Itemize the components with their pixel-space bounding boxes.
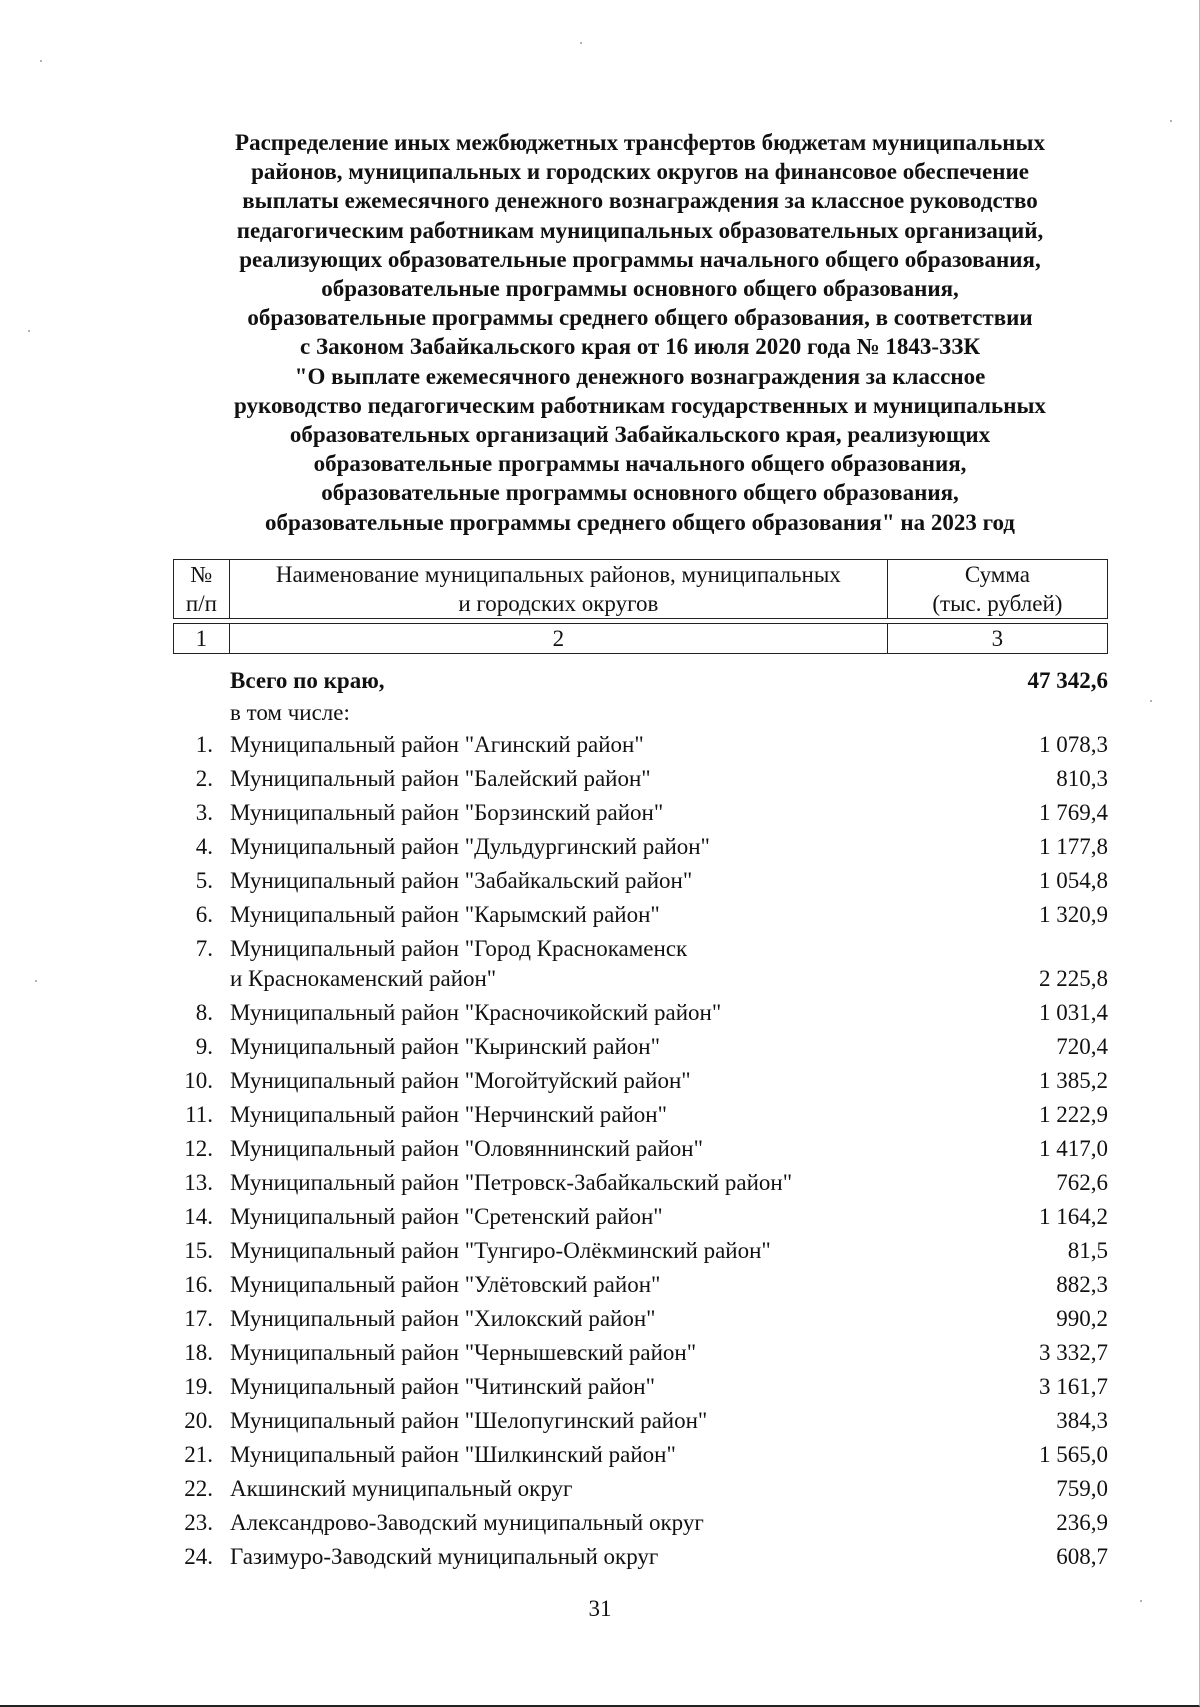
table-row bbox=[173, 1370, 1108, 1404]
scan-speck bbox=[1170, 120, 1172, 122]
row-name: Муниципальный район "Петровск-Забайкальский район" bbox=[230, 1170, 793, 1195]
table-header bbox=[173, 559, 1108, 654]
header-row bbox=[174, 560, 1108, 619]
table-row bbox=[173, 932, 1108, 996]
total-amount: 47 342,6 bbox=[1027, 668, 1108, 693]
row-name: Муниципальный район "Тунгиро-Олёкминский район" bbox=[230, 1238, 771, 1263]
row-name: Муниципальный район "Город Краснокаменск и Краснокаменский район" bbox=[230, 936, 688, 991]
row-name: Муниципальный район "Оловяннинский район" bbox=[230, 1136, 704, 1161]
row-name: Муниципальный район "Кыринский район" bbox=[230, 1034, 660, 1059]
header-col-number: № п/п bbox=[174, 560, 230, 619]
row-name: Муниципальный район "Улётовский район" bbox=[230, 1272, 661, 1297]
row-name: Муниципальный район "Сретенский район" bbox=[230, 1204, 663, 1229]
row-number: 14. bbox=[184, 1204, 213, 1229]
scan-speck bbox=[28, 330, 30, 332]
row-number: 12. bbox=[184, 1136, 213, 1161]
table-row bbox=[173, 830, 1108, 864]
subtotal-caption: в том числе: bbox=[230, 700, 350, 725]
table-row bbox=[173, 996, 1108, 1030]
column-number-row bbox=[174, 624, 1108, 654]
row-amount: 762,6 bbox=[1056, 1170, 1108, 1195]
row-number: 1. bbox=[195, 732, 213, 757]
row-number: 9. bbox=[195, 1034, 213, 1059]
total-label: Всего по краю, bbox=[230, 668, 385, 693]
title-line: образовательные программы начального общего образования, bbox=[313, 451, 967, 477]
title-line: районов, муниципальных и городских округов на финансовое обеспечение bbox=[251, 159, 1029, 185]
table-row bbox=[173, 762, 1108, 796]
title-line: руководство педагогическим работникам государственных и муниципальных bbox=[234, 392, 1046, 418]
row-name: Муниципальный район "Агинский район" bbox=[230, 732, 644, 757]
row-amount: 3 161,7 bbox=[1039, 1374, 1108, 1399]
row-number: 6. bbox=[195, 902, 213, 927]
table-row bbox=[173, 1166, 1108, 1200]
table-row bbox=[173, 1268, 1108, 1302]
row-name: Муниципальный район "Борзинский район" bbox=[230, 800, 664, 825]
row-amount: 1 222,9 bbox=[1039, 1102, 1108, 1127]
row-name: Муниципальный район "Шилкинский район" bbox=[230, 1442, 676, 1467]
table-row bbox=[173, 1302, 1108, 1336]
row-name: Муниципальный район "Дульдургинский район" bbox=[230, 834, 710, 859]
table-row bbox=[173, 1234, 1108, 1268]
title-line: "О выплате ежемесячного денежного вознаграждения за классное bbox=[294, 363, 986, 389]
title-line: Распределение иных межбюджетных трансфертов бюджетам муниципальных bbox=[235, 130, 1045, 155]
row-name: Акшинский муниципальный округ bbox=[230, 1476, 573, 1501]
row-amount: 720,4 bbox=[1056, 1034, 1108, 1059]
table-row bbox=[173, 1132, 1108, 1166]
row-name: Газимуро-Заводский муниципальный округ bbox=[230, 1544, 659, 1569]
header-col-amount: Сумма (тыс. рублей) bbox=[887, 560, 1107, 619]
table-row bbox=[173, 1064, 1108, 1098]
table-row bbox=[173, 1098, 1108, 1132]
row-name: Муниципальный район "Шелопугинский район" bbox=[230, 1408, 708, 1433]
row-name: Муниципальный район "Забайкальский район" bbox=[230, 868, 693, 893]
row-number: 18. bbox=[184, 1340, 213, 1365]
table-row bbox=[173, 1540, 1108, 1574]
row-name: Муниципальный район "Карымский район" bbox=[230, 902, 660, 927]
table-row bbox=[173, 796, 1108, 830]
row-amount: 1 320,9 bbox=[1039, 902, 1108, 927]
header-col-name: Наименование муниципальных районов, муниципальных и городских округов bbox=[229, 560, 887, 619]
row-name: Муниципальный район "Красночикойский район" bbox=[230, 1000, 722, 1025]
scan-speck bbox=[35, 980, 37, 982]
row-amount: 990,2 bbox=[1056, 1306, 1108, 1331]
title-line: образовательные программы среднего общего образования, в соответствии bbox=[247, 305, 1033, 331]
row-name: Александрово-Заводский муниципальный округ bbox=[230, 1510, 704, 1535]
column-number-1: 1 bbox=[174, 624, 230, 654]
row-amount: 236,9 bbox=[1056, 1510, 1108, 1535]
table-row bbox=[173, 898, 1108, 932]
document-title bbox=[150, 128, 1130, 537]
row-number: 24. bbox=[184, 1544, 213, 1569]
row-number: 15. bbox=[184, 1238, 213, 1263]
table-row bbox=[173, 1506, 1108, 1540]
row-amount: 1 769,4 bbox=[1039, 800, 1108, 825]
row-number: 19. bbox=[184, 1374, 213, 1399]
row-name: Муниципальный район "Балейский район" bbox=[230, 766, 651, 791]
table-row bbox=[173, 1336, 1108, 1370]
table-body bbox=[173, 664, 1108, 1574]
column-number-3: 3 bbox=[887, 624, 1107, 654]
row-number: 23. bbox=[184, 1510, 213, 1535]
row-amount: 1 417,0 bbox=[1039, 1136, 1108, 1161]
row-number: 5. bbox=[195, 868, 213, 893]
row-number: 8. bbox=[195, 1000, 213, 1025]
column-number-2: 2 bbox=[229, 624, 887, 654]
row-number: 13. bbox=[184, 1170, 213, 1195]
row-amount: 810,3 bbox=[1056, 766, 1108, 791]
row-container bbox=[173, 728, 1108, 1574]
row-name: Муниципальный район "Нерчинский район" bbox=[230, 1102, 667, 1127]
row-amount: 1 385,2 bbox=[1039, 1068, 1108, 1093]
row-number: 17. bbox=[184, 1306, 213, 1331]
row-amount: 1 078,3 bbox=[1039, 732, 1108, 757]
row-amount: 384,3 bbox=[1056, 1408, 1108, 1433]
title-line: реализующих образовательные программы начального общего образования, bbox=[239, 246, 1041, 272]
row-amount: 882,3 bbox=[1056, 1272, 1108, 1297]
scan-speck bbox=[580, 42, 582, 44]
title-line: выплаты ежемесячного денежного вознаграждения за классное руководство bbox=[242, 188, 1038, 214]
table-row bbox=[173, 1200, 1108, 1234]
row-amount: 3 332,7 bbox=[1039, 1340, 1108, 1365]
row-number: 22. bbox=[184, 1476, 213, 1501]
title-line: с Законом Забайкальского края от 16 июля 2020 года № 1843-ЗЗК bbox=[299, 334, 981, 360]
row-amount: 1 054,8 bbox=[1039, 868, 1108, 893]
table-row bbox=[173, 728, 1108, 762]
row-amount: 1 177,8 bbox=[1039, 834, 1108, 859]
row-amount: 759,0 bbox=[1056, 1476, 1108, 1501]
table-row bbox=[173, 1472, 1108, 1506]
row-amount: 1 031,4 bbox=[1039, 1000, 1108, 1025]
subtotal-caption-row bbox=[173, 698, 1108, 728]
scan-speck bbox=[40, 60, 42, 62]
row-number: 4. bbox=[195, 834, 213, 859]
row-amount: 2 225,8 bbox=[1039, 966, 1108, 991]
title-line: образовательные программы среднего общего образования" на 2023 год bbox=[265, 509, 1015, 535]
row-name: Муниципальный район "Читинский район" bbox=[230, 1374, 655, 1399]
row-number: 20. bbox=[184, 1408, 213, 1433]
row-number: 10. bbox=[184, 1068, 213, 1093]
table-row bbox=[173, 1030, 1108, 1064]
row-amount: 608,7 bbox=[1056, 1544, 1108, 1569]
table-row bbox=[173, 864, 1108, 898]
total-row bbox=[173, 664, 1108, 698]
row-number: 16. bbox=[184, 1272, 213, 1297]
scan-speck bbox=[1150, 700, 1152, 702]
row-amount: 1 565,0 bbox=[1039, 1442, 1108, 1467]
scan-speck bbox=[1140, 1600, 1142, 1602]
row-number: 2. bbox=[195, 766, 213, 791]
title-line: образовательные программы основного общего образования, bbox=[321, 480, 959, 506]
table-row bbox=[173, 1438, 1108, 1472]
row-name: Муниципальный район "Чернышевский район" bbox=[230, 1340, 697, 1365]
row-number: 3. bbox=[195, 800, 213, 825]
row-name: Муниципальный район "Хилокский район" bbox=[230, 1306, 656, 1331]
row-amount: 81,5 bbox=[1067, 1238, 1108, 1263]
row-number: 11. bbox=[185, 1102, 213, 1127]
title-line: образовательные программы основного общего образования, bbox=[321, 276, 959, 302]
row-name: Муниципальный район "Могойтуйский район" bbox=[230, 1068, 691, 1093]
row-amount: 1 164,2 bbox=[1039, 1204, 1108, 1229]
row-number: 21. bbox=[184, 1442, 213, 1467]
row-number: 7. bbox=[195, 936, 213, 961]
title-line: педагогическим работникам муниципальных образовательных организаций, bbox=[236, 217, 1044, 243]
title-line: образовательных организаций Забайкальского края, реализующих bbox=[289, 422, 991, 448]
page-number: 31 bbox=[588, 1596, 612, 1621]
table-row bbox=[173, 1404, 1108, 1438]
